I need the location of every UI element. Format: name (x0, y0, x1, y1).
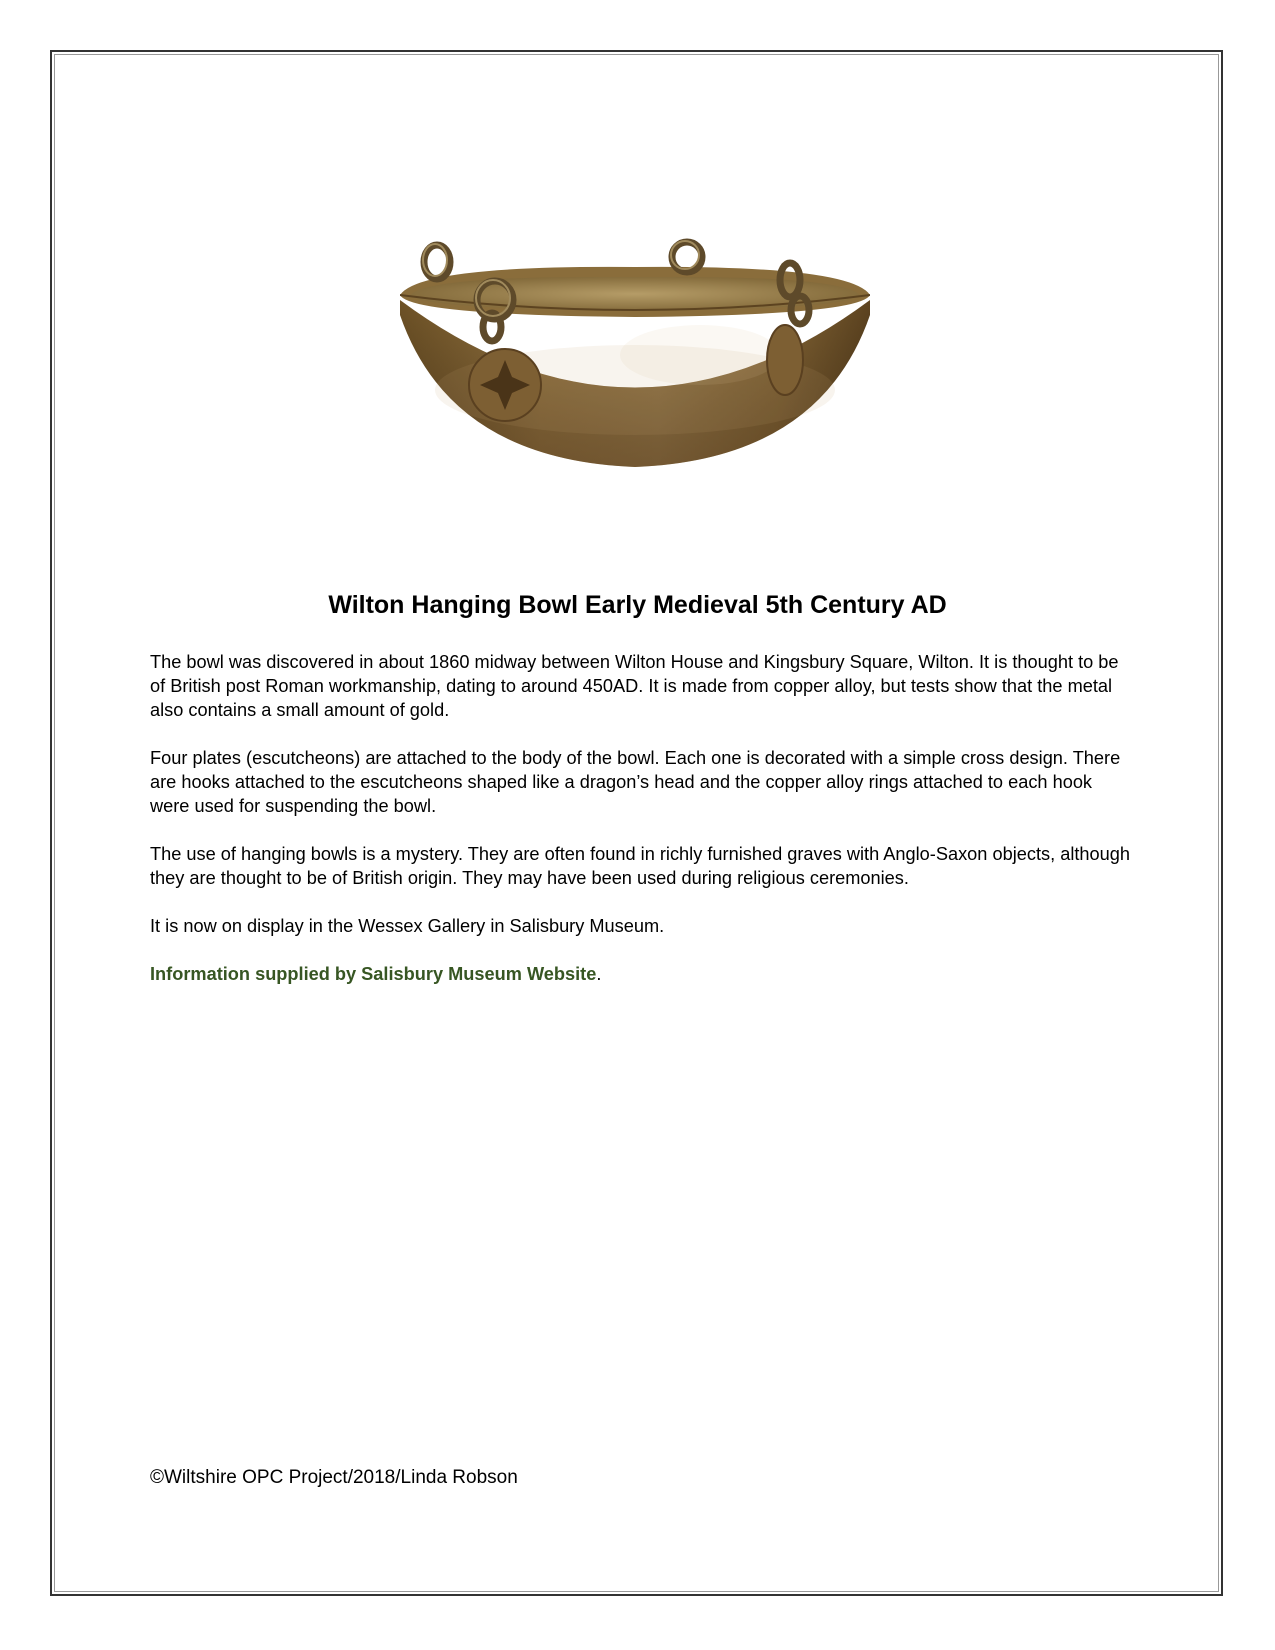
source-text: Information supplied by Salisbury Museum Website (150, 964, 597, 984)
paragraph-escutcheons: Four plates (escutcheons) are attached to the body of the bowl. Each one is decorated with a simple cross design. There are hooks attached to the escutcheons shaped like a dragon’s head and the copper alloy rings attached to each hook were used for suspending the bowl. (150, 748, 1121, 816)
source-period: . (596, 964, 602, 984)
body-text (150, 650, 1135, 1010)
document-title: Wilton Hanging Bowl Early Medieval 5th Century AD (328, 591, 947, 619)
copyright-footer: ©Wiltshire OPC Project/2018/Linda Robson (150, 1467, 518, 1488)
source-credit (150, 962, 1135, 986)
paragraph-discovery: The bowl was discovered in about 1860 midway between Wilton House and Kingsbury Square, Wilton. It is thought to be of British post Roman workmanship, dating to around 450AD. It is made from copper alloy, but tests show that the metal also contains a small amount of gold. (150, 652, 1119, 720)
hanging-bowl-photo (400, 235, 870, 535)
paragraph-display: It is now on display in the Wessex Gallery in Salisbury Museum. (150, 916, 665, 936)
paragraph-use: The use of hanging bowls is a mystery. They are often found in richly furnished graves with Anglo-Saxon objects, although they are thought to be of British origin. They may have been used during religious ceremonies. (150, 844, 1130, 888)
